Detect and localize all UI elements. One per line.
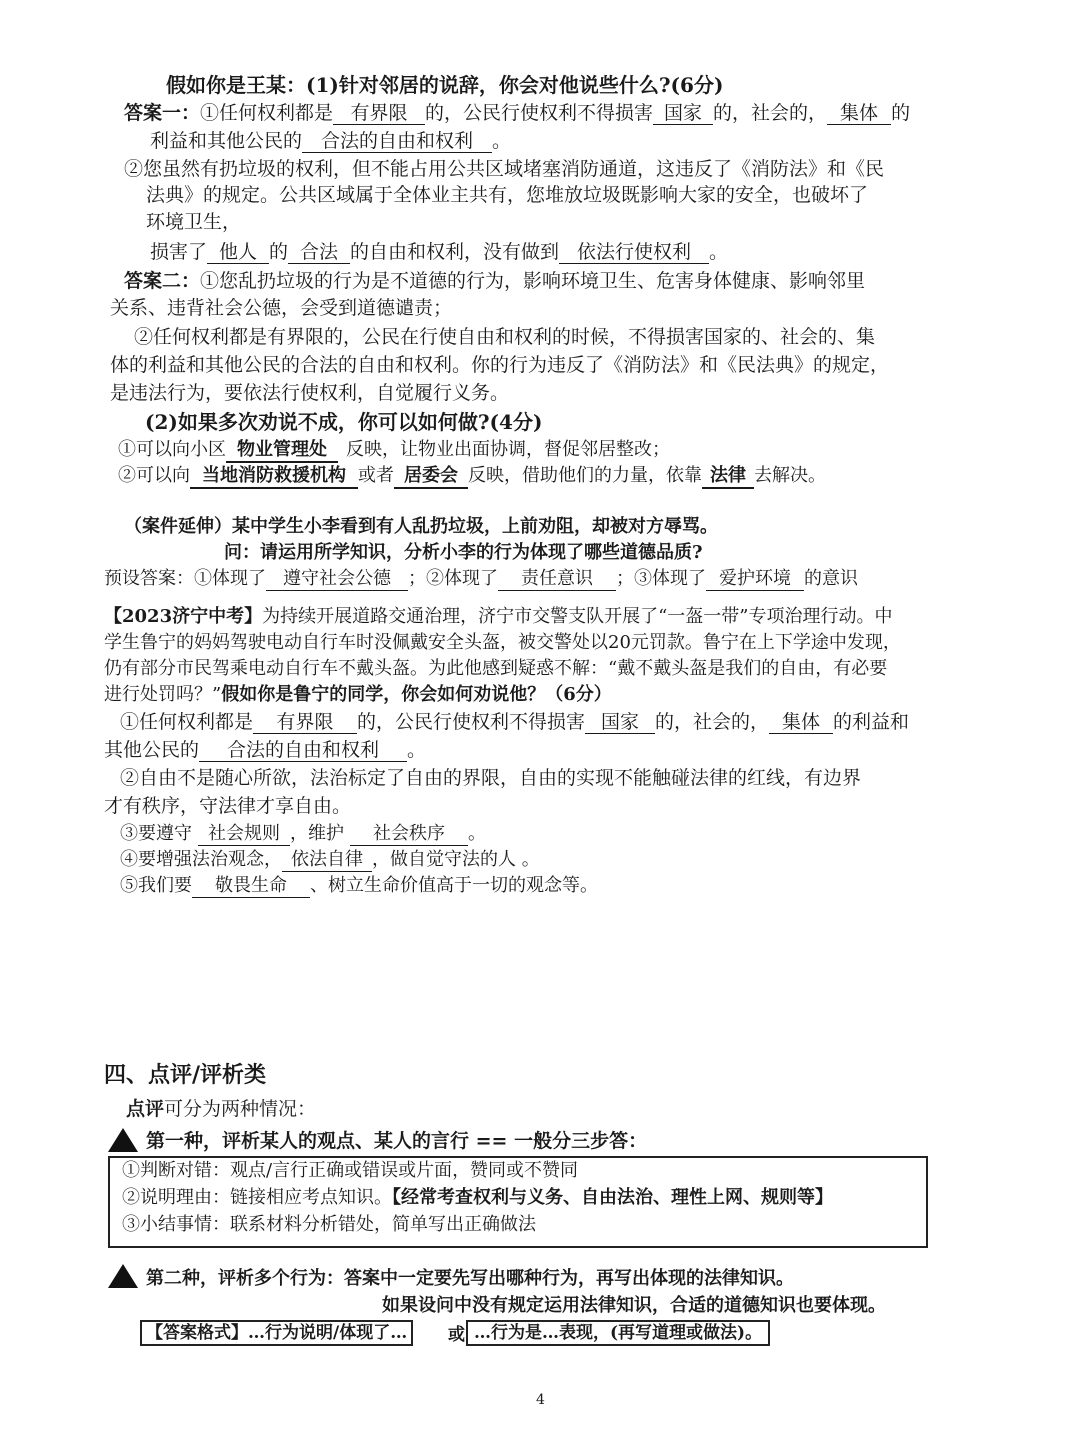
jining-line3: 仍有部分市民驾乘电动自行车不戴头盔。为此他感到疑惑不解：“戴不戴头盔是我们的自由，有必要 xyxy=(104,658,888,679)
jining-answer-3: ③要遵守 社会规则 ，维护 社会秩序 。 xyxy=(120,823,486,844)
fill-blank: 依法行使权利 xyxy=(559,241,709,264)
step-3: ③小结事情：联系材料分析错处，简单写出正确做法 xyxy=(122,1214,536,1235)
fill-blank: 依法自律 xyxy=(282,849,372,872)
type2-note: 如果设问中没有规定运用法律知识，合适的道德知识也要体现。 xyxy=(382,1295,886,1316)
fill-blank: 物业管理处 xyxy=(226,439,338,463)
case-extension-answer: 预设答案：①体现了 遵守社会公德 ；②体现了 责任意识 ；③体现了 爱护环境 的意识 xyxy=(104,568,858,589)
answer2-line1: 答案二：①您乱扔垃圾的行为是不道德的行为，影响环境卫生、危害身体健康、影响邻里 xyxy=(124,270,866,292)
fill-blank: 他人 xyxy=(207,241,269,264)
fill-blank: 社会秩序 xyxy=(350,823,468,846)
q2-line2: ②可以向 当地消防救援机构 或者 居委会 反映，借助他们的力量，依靠 法律 去解决。 xyxy=(118,463,826,489)
fill-blank: 集体 xyxy=(769,711,833,734)
answer2-line3: ②任何权利都是有界限的，公民在行使自由和权利的时候，不得损害国家的、社会的、集 xyxy=(134,326,876,348)
step-2: ②说明理由：链接相应考点知识。【经常考查权利与义务、自由法治、理性上网、规则等】 xyxy=(122,1187,833,1208)
answer1-line1: 答案一：①任何权利都是 有界限 的，公民行使权利不得损害 国家 的，社会的， 集体 的 xyxy=(124,102,911,124)
fill-blank: 国家 xyxy=(653,102,713,125)
type1-heading: 第一种，评析某人的观点、某人的言行 == 一般分三步答： xyxy=(146,1130,648,1152)
triangle-icon xyxy=(108,1264,138,1288)
fill-blank: 国家 xyxy=(585,711,655,734)
q1-title: 假如你是王某：(1)针对邻居的说辞，你会对他说些什么?(6分) xyxy=(166,73,724,97)
section-intro: 点评可分为两种情况： xyxy=(126,1098,317,1120)
exam-source-tag: 【2023济宁中考】 xyxy=(104,606,263,627)
fill-blank: 爱护环境 xyxy=(706,568,804,591)
section-heading: 四、点评/评析类 xyxy=(104,1063,267,1088)
jining-line1: 【2023济宁中考】为持续开展道路交通治理，济宁市交警支队开展了“一盔一带”专项治理行动。中 xyxy=(104,606,893,627)
fill-blank: 合法的自由和权利 xyxy=(199,739,407,762)
jining-answer-2: ②自由不是随心所欲，法治标定了自由的界限，自由的实现不能触碰法律的红线，有边界 xyxy=(120,767,862,789)
fill-blank: 集体 xyxy=(827,102,891,125)
fill-blank: 当地消防救援机构 xyxy=(190,465,358,489)
jining-answer-4: ④要增强法治观念， 依法自律 ，做自觉守法的人 。 xyxy=(120,849,540,870)
jining-question: 假如你是鲁宁的同学，你会如何劝说他？（6分） xyxy=(221,684,612,705)
page-number: 4 xyxy=(536,1392,545,1408)
fill-blank: 法律 xyxy=(702,465,754,489)
answer-format-or: 或 xyxy=(448,1325,465,1345)
fill-blank: 合法 xyxy=(288,241,350,264)
answer1-line5: 环境卫生， xyxy=(146,211,242,233)
fill-blank: 有界限 xyxy=(333,102,425,125)
fill-blank: 合法的自由和权利 xyxy=(302,130,492,153)
fill-blank: 遵守社会公德 xyxy=(266,568,408,591)
answer1-label: 答案一： xyxy=(124,102,201,124)
step-2-note: 【经常考查权利与义务、自由法治、理性上网、规则等】 xyxy=(392,1187,833,1208)
fill-blank: 责任意识 xyxy=(498,568,616,591)
fill-blank: 居委会 xyxy=(394,465,468,489)
answer1-line4: 法典》的规定。公共区域属于全体业主共有，您堆放垃圾既影响大家的安全，也破坏了 xyxy=(146,184,869,206)
jining-answer-5: ⑤我们要 敬畏生命 、树立生命价值高于一切的观念等。 xyxy=(120,875,598,896)
answer2-line4: 体的利益和其他公民的合法的自由和权利。你的行为违反了《消防法》和《民法典》的规定， xyxy=(110,354,890,376)
step-1: ①判断对错：观点/言行正确或错误或片面，赞同或不赞同 xyxy=(122,1160,579,1181)
answer1-line3: ②您虽然有扔垃圾的权利，但不能占用公共区域堵塞消防通道，这违反了《消防法》和《民 xyxy=(124,158,885,180)
triangle-icon xyxy=(108,1128,138,1152)
jining-line4: 进行处罚吗？”假如你是鲁宁的同学，你会如何劝说他？（6分） xyxy=(104,684,612,705)
answer1-line6: 损害了 他人 的 合法 的自由和权利，没有做到 依法行使权利 。 xyxy=(150,241,729,263)
jining-answer-2b: 才有秩序，守法律才享自由。 xyxy=(104,795,352,817)
q2-title: (2)如果多次劝说不成，你可以如何做?(4分) xyxy=(145,410,543,434)
answer2-label: 答案二： xyxy=(124,270,201,292)
fill-blank: 有界限 xyxy=(253,711,357,734)
answer-format-box: 【答案格式】…行为说明/体现了… xyxy=(140,1320,413,1346)
answer1-line2: 利益和其他公民的 合法的自由和权利 。 xyxy=(150,130,512,152)
answer2-line5: 是违法行为，要依法行使权利，自觉履行义务。 xyxy=(110,382,510,404)
answer-format-box-2: …行为是…表现，(再写道理或做法)。 xyxy=(466,1320,770,1346)
jining-answer-1b: 其他公民的 合法的自由和权利 。 xyxy=(104,739,427,761)
fill-blank: 社会规则 xyxy=(198,823,290,846)
jining-line2: 学生鲁宁的妈妈驾驶电动自行车时没佩戴安全头盔，被交警处以20元罚款。鲁宁在上下学途中发现， xyxy=(104,632,901,653)
fill-blank: 敬畏生命 xyxy=(192,875,310,898)
case-extension-question: 问：请运用所学知识，分析小李的行为体现了哪些道德品质? xyxy=(224,542,703,563)
jining-answer-1: ①任何权利都是 有界限 的，公民行使权利不得损害 国家 的，社会的， 集体 的利益和 xyxy=(120,711,910,733)
answer2-line2: 关系、违背社会公德，会受到道德谴责； xyxy=(110,297,453,319)
case-extension-line1: （案件延伸）某中学生小李看到有人乱扔垃圾，上前劝阻，却被对方辱骂。 xyxy=(124,516,718,537)
type2-heading: 第二种，评析多个行为：答案中一定要先写出哪种行为，再写出体现的法律知识。 xyxy=(146,1268,794,1289)
q2-line1: ①可以向小区 物业管理处 反映，让物业出面协调，督促邻居整改； xyxy=(118,437,670,463)
section-intro-keyword: 点评 xyxy=(126,1098,165,1120)
